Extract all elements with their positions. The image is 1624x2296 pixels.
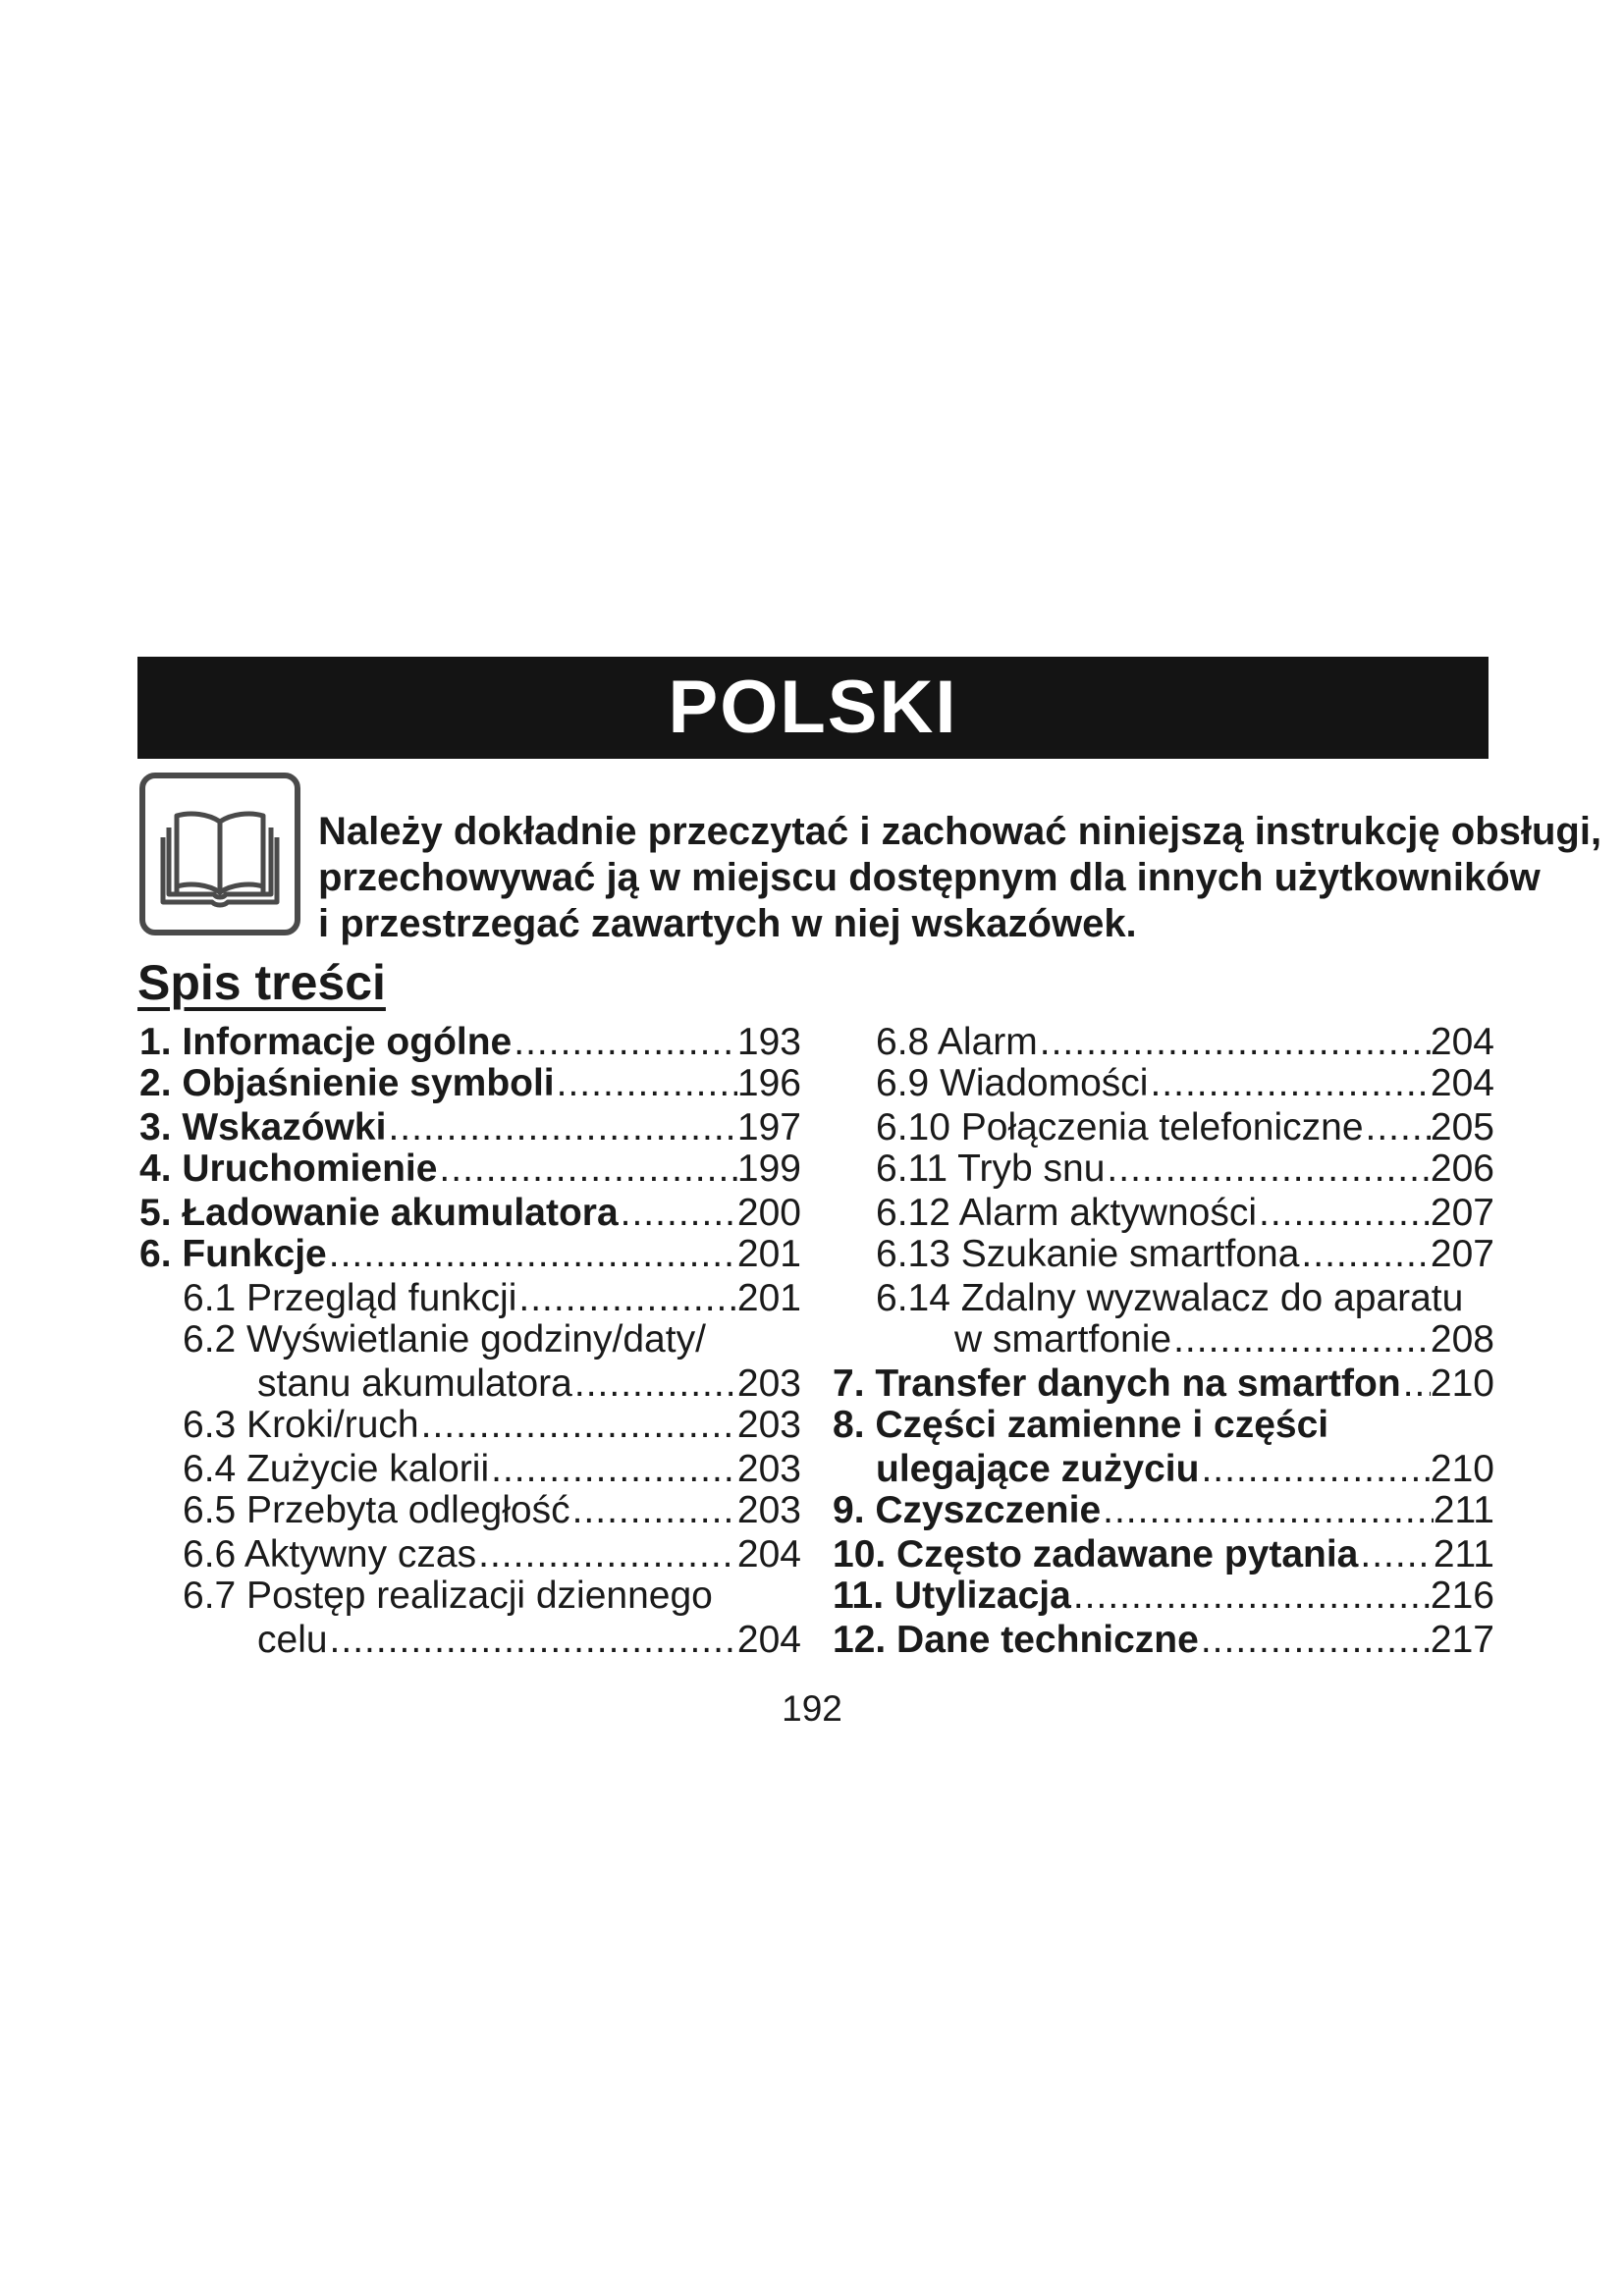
safety-notice: [318, 809, 1602, 947]
toc-entry[interactable]: 11. Utylizacja ..... 216: [833, 1575, 1494, 1616]
toc-entry[interactable]: ulegające zużyciu ..... 210: [833, 1448, 1494, 1489]
toc-entry[interactable]: stanu akumulatora ..... 203: [139, 1362, 801, 1404]
toc-entry[interactable]: 6.14 Zdalny wyzwalacz do aparatu: [876, 1277, 1464, 1319]
toc-entry[interactable]: 5. Ładowanie akumulatora ..... 200: [139, 1192, 801, 1233]
notice-line: i przestrzegać zawartych w niej wskazówek.: [318, 902, 1137, 945]
toc-right-column: [833, 1021, 1494, 1660]
toc-entry[interactable]: 3. Wskazówki ..... 197: [139, 1106, 801, 1148]
toc-entry[interactable]: 4. Uruchomienie ..... 199: [139, 1148, 801, 1189]
toc-entry[interactable]: 6.4 Zużycie kalorii ..... 203: [139, 1448, 801, 1489]
toc-entry[interactable]: celu ..... 204: [139, 1619, 801, 1660]
toc-entry[interactable]: 6.3 Kroki/ruch ..... 203: [139, 1404, 801, 1445]
toc-heading: Spis treści: [137, 955, 386, 1010]
toc-entry[interactable]: 6.1 Przegląd funkcji ..... 201: [139, 1277, 801, 1318]
notice-line: przechowywać ją w miejscu dostępnym dla innych użytkowników: [318, 856, 1541, 899]
toc-entry[interactable]: 2. Objaśnienie symboli ..... 196: [139, 1062, 801, 1103]
toc-entry[interactable]: 6. Funkcje ..... 201: [139, 1233, 801, 1274]
toc-entry[interactable]: 6.5 Przebyta odległość ..... 203: [139, 1489, 801, 1530]
toc-entry[interactable]: 6.11 Tryb snu ..... 206: [833, 1148, 1494, 1189]
banner-title: POLSKI: [668, 666, 958, 749]
read-manual-symbol: [139, 773, 300, 935]
toc-entry[interactable]: w smartfonie ..... 208: [833, 1318, 1494, 1360]
page-number: 192: [782, 1688, 842, 1729]
notice-line: Należy dokładnie przeczytać i zachować niniejszą instrukcję obsługi,: [318, 810, 1602, 853]
toc-entry[interactable]: 10. Często zadawane pytania ..... 211: [833, 1533, 1494, 1575]
toc-entry[interactable]: 6.8 Alarm ..... 204: [833, 1021, 1494, 1062]
toc-entry[interactable]: 6.6 Aktywny czas ..... 204: [139, 1533, 801, 1575]
toc-entry[interactable]: 6.7 Postęp realizacji dziennego: [183, 1575, 713, 1617]
toc-entry[interactable]: 9. Czyszczenie ..... 211: [833, 1489, 1494, 1530]
toc-entry[interactable]: 6.9 Wiadomości ..... 204: [833, 1062, 1494, 1103]
toc-left-column: [139, 1021, 801, 1660]
toc-entry[interactable]: 6.2 Wyświetlanie godziny/daty/: [183, 1318, 706, 1361]
toc-entry[interactable]: 8. Części zamienne i części: [833, 1404, 1329, 1446]
toc-entry[interactable]: 12. Dane techniczne ..... 217: [833, 1619, 1494, 1660]
book-icon: [157, 792, 283, 916]
toc-entry[interactable]: 6.13 Szukanie smartfona ..... 207: [833, 1233, 1494, 1274]
toc-entry[interactable]: 7. Transfer danych na smartfon ..... 210: [833, 1362, 1494, 1404]
language-banner: [137, 657, 1489, 759]
toc-entry[interactable]: 6.12 Alarm aktywności ..... 207: [833, 1192, 1494, 1233]
toc-entry[interactable]: 6.10 Połączenia telefoniczne ..... 205: [833, 1106, 1494, 1148]
toc-entry[interactable]: 1. Informacje ogólne ..... 193: [139, 1021, 801, 1062]
